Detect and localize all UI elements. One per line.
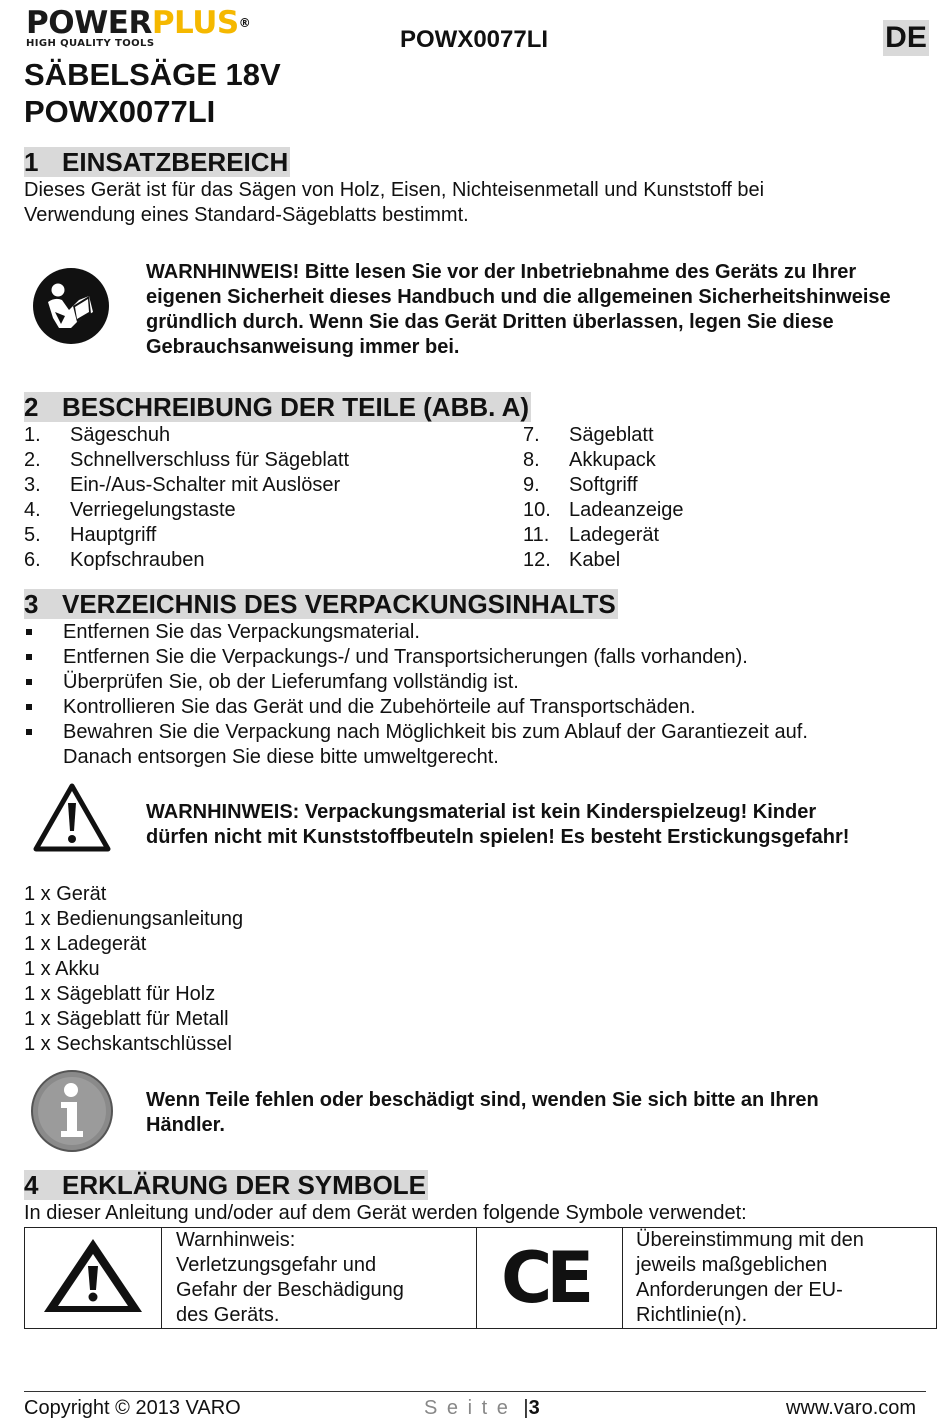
list-item <box>523 448 684 473</box>
section-1-body <box>24 178 764 228</box>
symbol-cell <box>25 1228 162 1329</box>
logo-registered-mark: ® <box>238 16 251 30</box>
description-cell <box>162 1228 477 1329</box>
page-label: S e i t e <box>424 1397 510 1419</box>
list-item <box>523 523 684 548</box>
section-title: ERKLÄRUNG DER SYMBOLE <box>62 1170 427 1200</box>
list-item: 1 x Gerät <box>24 883 107 905</box>
item-label: Sägeblatt <box>569 424 654 446</box>
section-number: 1 <box>24 147 39 177</box>
section-3-info <box>146 1088 926 1138</box>
list-item <box>24 448 349 473</box>
table-row <box>25 1228 937 1329</box>
read-manual-icon <box>31 266 111 346</box>
item-label: Hauptgriff <box>70 524 157 546</box>
list-item <box>523 548 684 573</box>
section-1-body-line-2: Verwendung eines Standard-Sägeblatts bestimmt. <box>24 204 469 226</box>
brand-logo <box>26 6 286 52</box>
info-line-2: Händler. <box>146 1114 225 1136</box>
item-label: Ladeanzeige <box>569 499 684 521</box>
list-item: 1 x Ladegerät <box>24 933 147 955</box>
section-title: VERZEICHNIS DES VERPACKUNGSINHALTS <box>62 589 616 619</box>
description-line: Anforderungen der EU- <box>636 1279 843 1301</box>
list-item <box>24 423 349 448</box>
document-title <box>24 56 281 130</box>
item-number: 9. <box>523 474 540 496</box>
section-3-warning <box>146 800 926 850</box>
section-heading-3 <box>24 589 618 619</box>
description-line: Übereinstimmung mit den <box>636 1229 864 1251</box>
item-number: 12. <box>523 549 551 571</box>
item-number: 4. <box>24 499 41 521</box>
section-title: EINSATZBEREICH <box>62 147 289 177</box>
item-label: Schnellverschluss für Sägeblatt <box>70 449 350 471</box>
list-item: 1 x Sägeblatt für Metall <box>24 1008 229 1030</box>
bullet-text: Überprüfen Sie, ob der Lieferumfang vollständig ist. <box>63 671 519 693</box>
item-number: 10. <box>523 499 551 521</box>
footer-url: www.varo.com <box>786 1397 917 1419</box>
bullet-text: Danach entsorgen Sie diese bitte umweltgerecht. <box>63 746 499 768</box>
title-line-1: SÄBELSÄGE 18V <box>24 57 281 92</box>
logo-word-power: POWER <box>26 5 152 41</box>
bullet-text: Kontrollieren Sie das Gerät und die Zubehörteile auf Transportschäden. <box>63 696 696 718</box>
warning-line-2: dürfen nicht mit Kunststoffbeuteln spielen! Es besteht Erstickungsgefahr! <box>146 826 850 848</box>
bullet-text: Entfernen Sie das Verpackungsmaterial. <box>63 621 420 643</box>
item-label: Kabel <box>569 549 621 571</box>
list-item <box>24 548 349 573</box>
list-item: 1 x Sechskantschlüssel <box>24 1033 232 1055</box>
footer-page <box>424 1396 540 1420</box>
bullet-square-icon <box>26 729 32 735</box>
section-heading-4 <box>24 1170 428 1200</box>
page-separator: | <box>523 1397 529 1419</box>
item-number: 3. <box>24 474 41 496</box>
package-contents-list <box>24 882 243 1057</box>
bullet-item <box>24 645 808 670</box>
item-label: Verriegelungstaste <box>70 499 236 521</box>
symbol-cell <box>477 1228 623 1329</box>
description-line: des Geräts. <box>176 1304 280 1326</box>
item-label: Akkupack <box>569 449 656 471</box>
warning-triangle-icon <box>25 1228 161 1323</box>
bullet-square-icon <box>26 679 32 685</box>
item-label: Ladegerät <box>569 524 660 546</box>
item-number: 6. <box>24 549 41 571</box>
section-4-intro: In dieser Anleitung und/oder auf dem Gerät werden folgende Symbole verwendet: <box>24 1202 747 1224</box>
parts-list-right <box>523 423 684 573</box>
warning-line-1: WARNHINWEIS: Verpackungsmaterial ist kein Kinderspielzeug! Kinder <box>146 801 817 823</box>
language-badge: DE <box>883 20 929 56</box>
list-item <box>24 498 349 523</box>
list-item <box>523 498 684 523</box>
description-line: jeweils maßgeblichen <box>636 1254 828 1276</box>
section-heading-1 <box>24 147 290 177</box>
bullet-item <box>24 670 808 695</box>
header-model-number: POWX0077LI <box>400 26 549 53</box>
info-icon <box>30 1069 114 1153</box>
unpacking-bullet-list <box>24 620 808 770</box>
section-1-body-line-1: Dieses Gerät ist für das Sägen von Holz, Eisen, Nichteisenmetall und Kunststoff bei <box>24 179 765 201</box>
item-number: 5. <box>24 524 41 546</box>
list-item <box>523 473 684 498</box>
parts-list-left <box>24 423 349 573</box>
list-item: 1 x Akku <box>24 958 100 980</box>
item-label: Kopfschrauben <box>70 549 205 571</box>
item-number: 7. <box>523 424 540 446</box>
footer-divider <box>24 1391 926 1392</box>
description-line: Verletzungsgefahr und <box>176 1254 377 1276</box>
warning-triangle-icon <box>33 783 111 853</box>
symbols-table <box>24 1227 937 1329</box>
item-number: 2. <box>24 449 41 471</box>
description-line: Gefahr der Beschädigung <box>176 1279 404 1301</box>
description-line: Warnhinweis: <box>176 1229 296 1251</box>
bullet-square-icon <box>26 704 32 710</box>
description-cell <box>623 1228 937 1329</box>
item-label: Softgriff <box>569 474 638 496</box>
section-number: 2 <box>24 392 39 422</box>
list-item <box>523 423 684 448</box>
item-number: 8. <box>523 449 540 471</box>
page-number: 3 <box>528 1397 540 1419</box>
bullet-item <box>24 620 808 645</box>
logo-word-plus: PLUS <box>151 5 239 41</box>
bullet-text: Bewahren Sie die Verpackung nach Möglichkeit bis zum Ablauf der Garantiezeit auf. <box>63 721 808 743</box>
list-item <box>24 523 349 548</box>
list-item <box>24 473 349 498</box>
bullet-continuation <box>24 745 808 770</box>
item-label: Ein-/Aus-Schalter mit Auslöser <box>70 474 341 496</box>
bullet-item <box>24 720 808 745</box>
ce-mark-icon: CE <box>501 1237 589 1319</box>
section-heading-2 <box>24 392 531 422</box>
info-line-1: Wenn Teile fehlen oder beschädigt sind, wenden Sie sich bitte an Ihren <box>146 1089 819 1111</box>
item-label: Sägeschuh <box>70 424 171 446</box>
item-number: 1. <box>24 424 41 446</box>
description-line: Richtlinie(n). <box>636 1304 748 1326</box>
list-item: 1 x Sägeblatt für Holz <box>24 983 216 1005</box>
title-line-2: POWX0077LI <box>24 94 216 129</box>
section-title: BESCHREIBUNG DER TEILE (ABB. A) <box>62 392 530 422</box>
section-1-warning: WARNHINWEIS! Bitte lesen Sie vor der Inbetriebnahme des Geräts zu Ihrer eigenen Sicherheit dieses Handbuch und die allgemeinen Sicherheitshinweise gründlich durch. Wenn Sie das Gerät Dritten überlassen, legen Sie diese Gebrauchsanweisung immer bei. <box>146 261 891 358</box>
bullet-text: Entfernen Sie die Verpackungs-/ und Transportsicherungen (falls vorhanden). <box>63 646 748 668</box>
item-number: 11. <box>523 524 550 546</box>
bullet-square-icon <box>26 654 32 660</box>
logo-tagline: HIGH QUALITY TOOLS <box>26 38 155 49</box>
section-number: 3 <box>24 589 39 619</box>
footer-copyright: Copyright © 2013 VARO <box>24 1397 241 1419</box>
section-number: 4 <box>24 1170 39 1200</box>
bullet-item <box>24 695 808 720</box>
list-item: 1 x Bedienungsanleitung <box>24 908 244 930</box>
bullet-square-icon <box>26 629 32 635</box>
